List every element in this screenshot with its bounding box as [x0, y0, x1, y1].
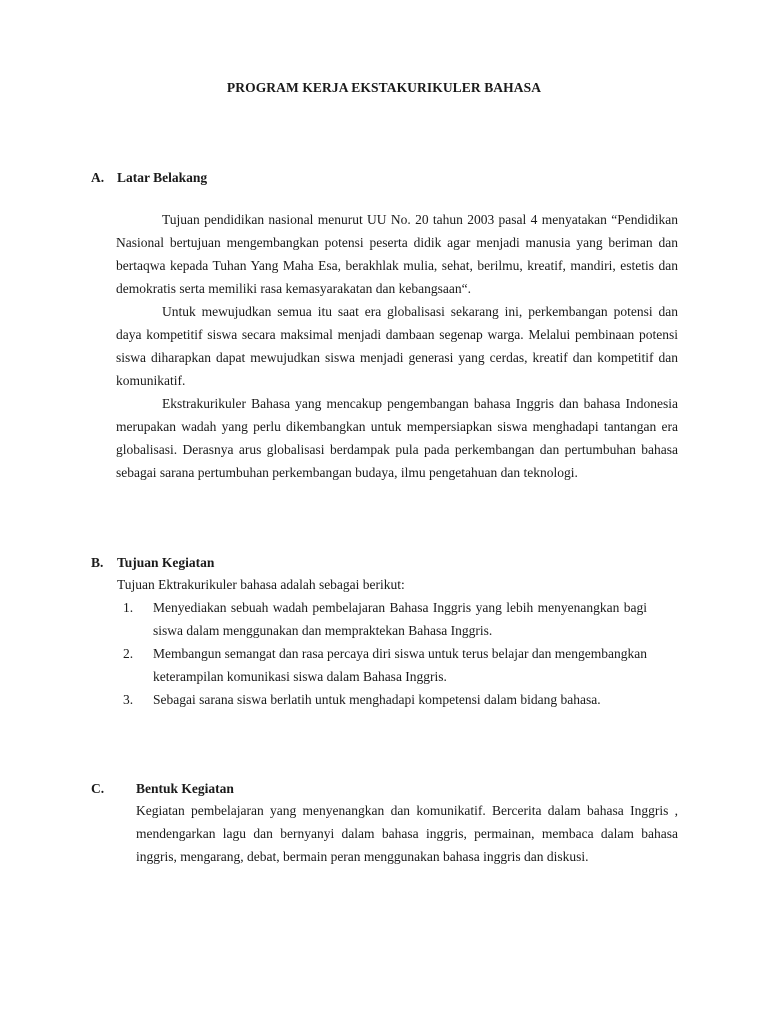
list-item	[123, 642, 647, 688]
list-item-number: 2.	[123, 646, 134, 661]
section-b-number: B.	[91, 555, 104, 570]
section-a-paragraph-2: Untuk mewujudkan semua itu saat era globalisasi sekarang ini, perkembangan potensi dan daya kompetitif siswa secara maksimal menjadi dambaan segenap warga. Melalui pembinaan potensi siswa diharapkan dapat mewujudkan siswa menjadi generasi yang cerdas, kreatif dan kompetitif dan komunikatif.	[116, 304, 678, 388]
section-a-title: Latar Belakang	[117, 170, 208, 185]
section-b-title: Tujuan Kegiatan	[117, 555, 215, 570]
section-c-body	[136, 799, 678, 868]
list-item-text: Membangun semangat dan rasa percaya diri siswa untuk terus belajar dan mengembangkan keterampilan komunikasi siswa dalam Bahasa Inggris.	[153, 646, 647, 684]
list-item-text: Sebagai sarana siswa berlatih untuk menghadapi kompetensi dalam bidang bahasa.	[153, 692, 601, 707]
list-item	[123, 688, 647, 711]
section-a-paragraph-1: Tujuan pendidikan nasional menurut UU No. 20 tahun 2003 pasal 4 menyatakan “Pendidikan Nasional bertujuan mengembangkan potensi peserta didik agar menjadi manusia yang beriman dan bertaqwa kepada Tuhan Yang Maha Esa, berakhlak mulia, sehat, berilmu, kreatif, mandiri, estetis dan demokratis serta memiliki rasa kemasyarakatan dan kebangsaan“.	[116, 212, 678, 296]
section-a-body	[116, 208, 678, 484]
section-b-intro-block	[117, 573, 677, 596]
list-item	[123, 596, 647, 642]
list-item-text: Menyediakan sebuah wadah pembelajaran Bahasa Inggris yang lebih menyenangkan bagi siswa dalam menggunakan dan mempraktekan Bahasa Inggris.	[153, 600, 647, 638]
section-c-title: Bentuk Kegiatan	[136, 781, 234, 796]
list-item-number: 1.	[123, 600, 134, 615]
section-c-paragraph-1: Kegiatan pembelajaran yang menyenangkan dan komunikatif. Bercerita dalam bahasa Inggris , mendengarkan lagu dan bernyanyi dalam bahasa inggris, permainan, membaca dalam bahasa inggris, mengarang, debat, bermain peran menggunakan bahasa inggris dan diskusi.	[136, 803, 678, 864]
section-b-list	[123, 596, 647, 711]
list-item-number: 3.	[123, 692, 134, 707]
document-title: PROGRAM KERJA EKSTAKURIKULER BAHASA	[226, 80, 542, 95]
section-a-number: A.	[91, 170, 105, 185]
section-c-number: C.	[91, 781, 105, 796]
section-b-intro: Tujuan Ektrakurikuler bahasa adalah sebagai berikut:	[117, 577, 405, 592]
section-a-paragraph-3: Ekstrakurikuler Bahasa yang mencakup pengembangan bahasa Inggris dan bahasa Indonesia merupakan wadah yang perlu dikembangkan untuk mempersiapkan siswa menghadapi tantangan era globalisasi. Derasnya arus globalisasi berdampak pula pada perkembangan dan pertumbuhan bahasa sebagai sarana pertumbuhan perkembangan budaya, ilmu pengetahuan dan teknologi.	[116, 396, 678, 480]
